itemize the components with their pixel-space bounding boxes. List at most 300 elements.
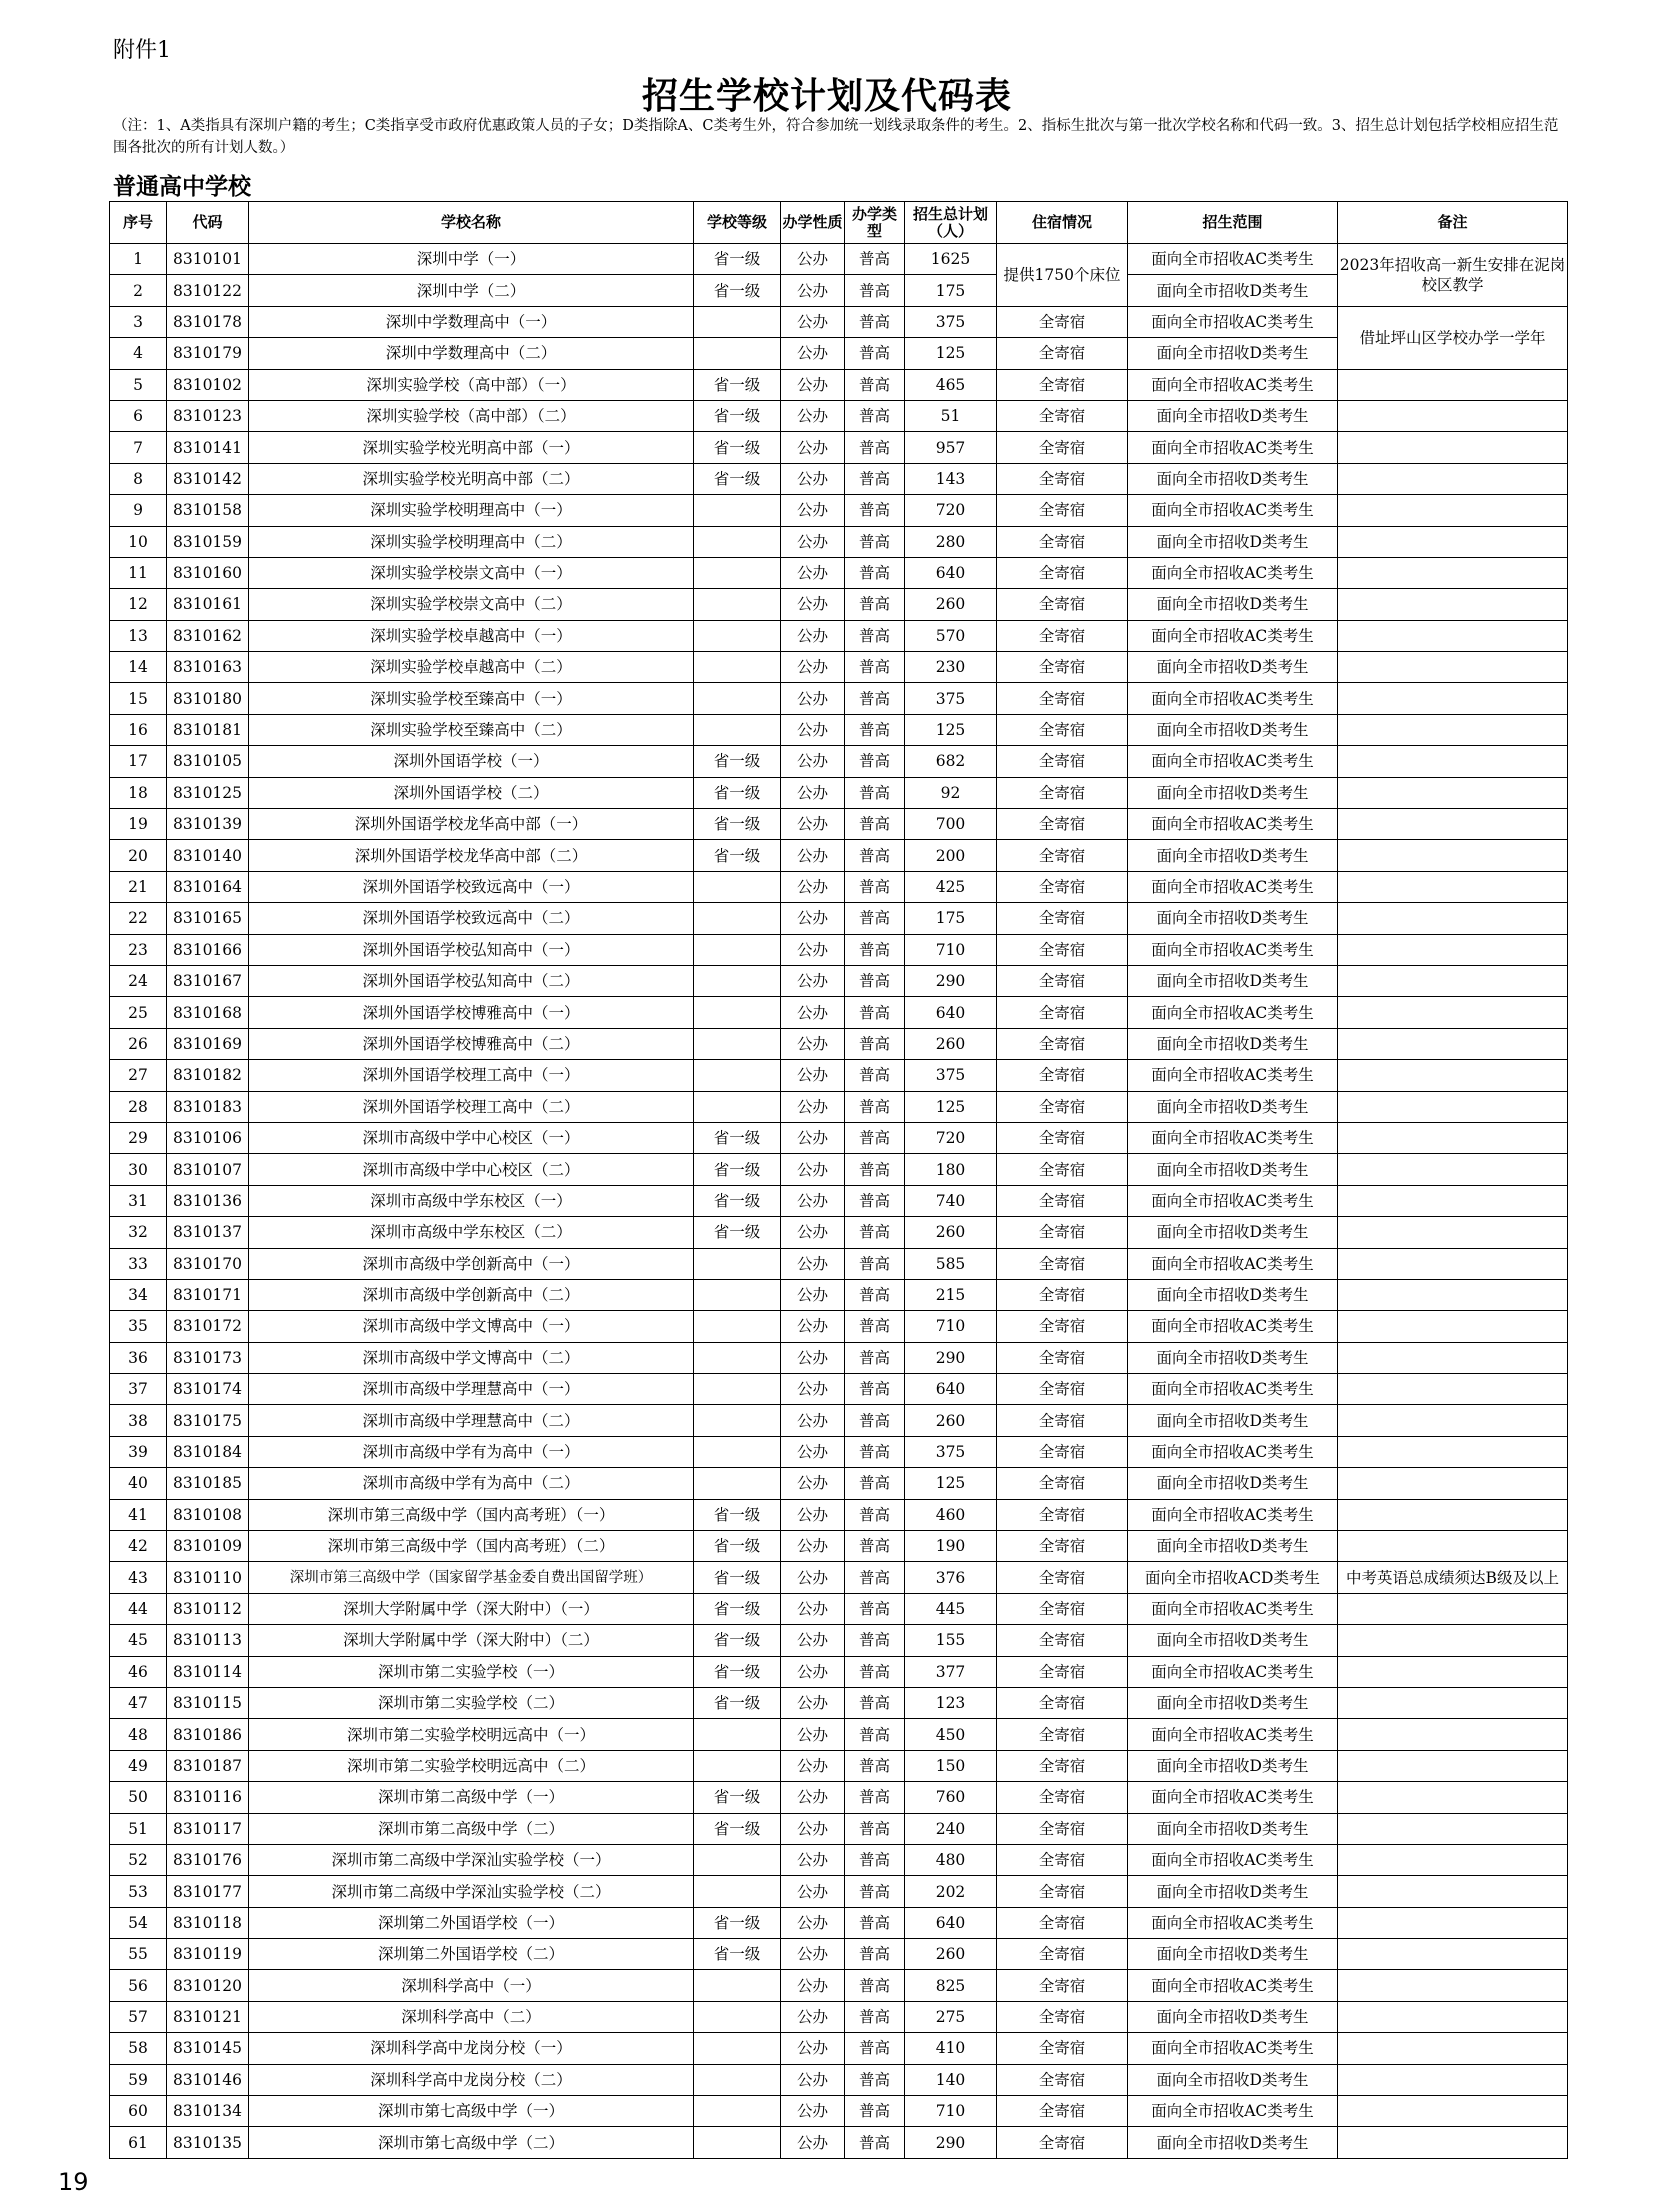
table-row (110, 1687, 1568, 1718)
cell-type: 普高 (845, 244, 905, 275)
cell-code: 8310185 (167, 1468, 249, 1499)
cell-type: 普高 (845, 2033, 905, 2064)
cell-n: 40 (110, 1468, 167, 1499)
cell-scope: 面向全市招收D类考生 (1128, 2001, 1338, 2032)
cell-type: 普高 (845, 1625, 905, 1656)
cell-plan: 410 (905, 2033, 997, 2064)
cell-name: 深圳市第二实验学校（一） (249, 1656, 694, 1687)
cell-boarding: 全寄宿 (997, 495, 1128, 526)
cell-remark (1338, 1907, 1568, 1938)
cell-scope: 面向全市招收AC类考生 (1128, 432, 1338, 463)
cell-code: 8310114 (167, 1656, 249, 1687)
cell-type: 普高 (845, 1970, 905, 2001)
cell-nature: 公办 (781, 1405, 845, 1436)
cell-boarding-merged: 提供1750个床位 (997, 244, 1128, 307)
table-row (110, 1750, 1568, 1781)
cell-n: 18 (110, 777, 167, 808)
cell-name: 深圳实验学校明理高中（二） (249, 526, 694, 557)
cell-nature: 公办 (781, 2033, 845, 2064)
cell-name: 深圳市第七高级中学（二） (249, 2127, 694, 2158)
cell-plan: 640 (905, 557, 997, 588)
cell-remark (1338, 1531, 1568, 1562)
cell-boarding: 全寄宿 (997, 2001, 1128, 2032)
cell-n: 4 (110, 338, 167, 369)
cell-name: 深圳外国语学校（一） (249, 746, 694, 777)
cell-name: 深圳实验学校至臻高中（一） (249, 683, 694, 714)
cell-boarding: 全寄宿 (997, 809, 1128, 840)
cell-n: 56 (110, 1970, 167, 2001)
cell-scope: 面向全市招收D类考生 (1128, 1405, 1338, 1436)
header-plan: 招生总计划（人） (905, 202, 997, 244)
cell-boarding: 全寄宿 (997, 338, 1128, 369)
cell-name: 深圳实验学校光明高中部（一） (249, 432, 694, 463)
cell-plan: 190 (905, 1531, 997, 1562)
cell-n: 23 (110, 934, 167, 965)
cell-name: 深圳实验学校（高中部）（一） (249, 369, 694, 400)
cell-scope: 面向全市招收D类考生 (1128, 1939, 1338, 1970)
cell-nature: 公办 (781, 1656, 845, 1687)
cell-boarding: 全寄宿 (997, 1122, 1128, 1153)
table-row (110, 1342, 1568, 1373)
cell-scope: 面向全市招收AC类考生 (1128, 1970, 1338, 2001)
cell-n: 30 (110, 1154, 167, 1185)
cell-remark-merged: 2023年招收高一新生安排在泥岗校区教学 (1338, 244, 1568, 307)
cell-n: 36 (110, 1342, 167, 1373)
cell-remark (1338, 965, 1568, 996)
cell-boarding: 全寄宿 (997, 1468, 1128, 1499)
cell-type: 普高 (845, 1468, 905, 1499)
cell-nature: 公办 (781, 620, 845, 651)
cell-nature: 公办 (781, 400, 845, 431)
cell-name: 深圳外国语学校弘知高中（一） (249, 934, 694, 965)
cell-n: 1 (110, 244, 167, 275)
cell-name: 深圳市高级中学有为高中（一） (249, 1436, 694, 1467)
cell-scope: 面向全市招收D类考生 (1128, 275, 1338, 306)
table-row (110, 1217, 1568, 1248)
cell-grade: 省一级 (694, 840, 781, 871)
cell-nature: 公办 (781, 432, 845, 463)
cell-grade: 省一级 (694, 400, 781, 431)
cell-scope: 面向全市招收D类考生 (1128, 1028, 1338, 1059)
cell-n: 59 (110, 2064, 167, 2095)
cell-plan: 280 (905, 526, 997, 557)
cell-nature: 公办 (781, 1342, 845, 1373)
cell-n: 39 (110, 1436, 167, 1467)
cell-type: 普高 (845, 2096, 905, 2127)
cell-scope: 面向全市招收D类考生 (1128, 589, 1338, 620)
cell-n: 46 (110, 1656, 167, 1687)
cell-name: 深圳外国语学校博雅高中（一） (249, 997, 694, 1028)
cell-grade (694, 1311, 781, 1342)
cell-boarding: 全寄宿 (997, 1813, 1128, 1844)
cell-nature: 公办 (781, 2064, 845, 2095)
cell-scope: 面向全市招收D类考生 (1128, 840, 1338, 871)
cell-grade (694, 1091, 781, 1122)
cell-nature: 公办 (781, 1060, 845, 1091)
cell-boarding: 全寄宿 (997, 1844, 1128, 1875)
cell-code: 8310179 (167, 338, 249, 369)
cell-n: 9 (110, 495, 167, 526)
table-row (110, 840, 1568, 871)
cell-plan: 585 (905, 1248, 997, 1279)
header-remark: 备注 (1338, 202, 1568, 244)
cell-plan: 825 (905, 1970, 997, 2001)
cell-scope: 面向全市招收AC类考生 (1128, 1719, 1338, 1750)
table-row (110, 2033, 1568, 2064)
table-row (110, 1939, 1568, 1970)
cell-plan: 260 (905, 589, 997, 620)
cell-remark (1338, 2033, 1568, 2064)
cell-remark (1338, 2001, 1568, 2032)
cell-n: 7 (110, 432, 167, 463)
table-row (110, 400, 1568, 431)
cell-boarding: 全寄宿 (997, 432, 1128, 463)
cell-grade (694, 1028, 781, 1059)
table-row (110, 557, 1568, 588)
cell-plan: 140 (905, 2064, 997, 2095)
cell-grade: 省一级 (694, 1907, 781, 1938)
cell-name: 深圳科学高中龙岗分校（一） (249, 2033, 694, 2064)
cell-grade (694, 338, 781, 369)
cell-grade: 省一级 (694, 1782, 781, 1813)
cell-type: 普高 (845, 1562, 905, 1593)
cell-code: 8310136 (167, 1185, 249, 1216)
cell-plan: 760 (905, 1782, 997, 1813)
cell-remark (1338, 400, 1568, 431)
cell-n: 19 (110, 809, 167, 840)
cell-boarding: 全寄宿 (997, 1907, 1128, 1938)
cell-boarding: 全寄宿 (997, 1687, 1128, 1718)
cell-n: 60 (110, 2096, 167, 2127)
cell-nature: 公办 (781, 871, 845, 902)
cell-plan: 290 (905, 965, 997, 996)
cell-code: 8310146 (167, 2064, 249, 2095)
cell-plan: 640 (905, 1374, 997, 1405)
cell-scope: 面向全市招收AC类考生 (1128, 1374, 1338, 1405)
cell-scope: 面向全市招收AC类考生 (1128, 369, 1338, 400)
cell-nature: 公办 (781, 997, 845, 1028)
cell-code: 8310108 (167, 1499, 249, 1530)
cell-scope: 面向全市招收AC类考生 (1128, 1311, 1338, 1342)
cell-grade (694, 1342, 781, 1373)
cell-remark (1338, 1279, 1568, 1310)
cell-scope: 面向全市招收AC类考生 (1128, 1907, 1338, 1938)
cell-name: 深圳第二外国语学校（二） (249, 1939, 694, 1970)
cell-name: 深圳市高级中学中心校区（二） (249, 1154, 694, 1185)
cell-type: 普高 (845, 1531, 905, 1562)
cell-name: 深圳中学（一） (249, 244, 694, 275)
table-row (110, 1060, 1568, 1091)
cell-scope: 面向全市招收AC类考生 (1128, 2096, 1338, 2127)
cell-code: 8310118 (167, 1907, 249, 1938)
cell-scope: 面向全市招收AC类考生 (1128, 306, 1338, 337)
table-row (110, 2001, 1568, 2032)
cell-n: 27 (110, 1060, 167, 1091)
cell-type: 普高 (845, 965, 905, 996)
cell-code: 8310178 (167, 306, 249, 337)
header-scope: 招生范围 (1128, 202, 1338, 244)
cell-code: 8310186 (167, 1719, 249, 1750)
cell-name: 深圳实验学校（高中部）（二） (249, 400, 694, 431)
cell-plan: 710 (905, 2096, 997, 2127)
cell-type: 普高 (845, 903, 905, 934)
header-type: 办学类型 (845, 202, 905, 244)
cell-type: 普高 (845, 1217, 905, 1248)
cell-n: 25 (110, 997, 167, 1028)
cell-code: 8310160 (167, 557, 249, 588)
cell-plan: 710 (905, 934, 997, 965)
cell-n: 35 (110, 1311, 167, 1342)
cell-code: 8310176 (167, 1844, 249, 1875)
cell-n: 16 (110, 714, 167, 745)
cell-plan: 375 (905, 1060, 997, 1091)
table-row (110, 1782, 1568, 1813)
cell-code: 8310171 (167, 1279, 249, 1310)
cell-scope: 面向全市招收AC类考生 (1128, 746, 1338, 777)
cell-scope: 面向全市招收D类考生 (1128, 2064, 1338, 2095)
cell-boarding: 全寄宿 (997, 1248, 1128, 1279)
cell-grade (694, 1970, 781, 2001)
cell-remark (1338, 1311, 1568, 1342)
cell-grade: 省一级 (694, 1185, 781, 1216)
cell-name: 深圳科学高中（一） (249, 1970, 694, 2001)
cell-nature: 公办 (781, 777, 845, 808)
cell-grade (694, 1374, 781, 1405)
cell-n: 37 (110, 1374, 167, 1405)
cell-type: 普高 (845, 714, 905, 745)
cell-scope: 面向全市招收D类考生 (1128, 1342, 1338, 1373)
cell-type: 普高 (845, 652, 905, 683)
cell-boarding: 全寄宿 (997, 903, 1128, 934)
cell-grade (694, 652, 781, 683)
cell-boarding: 全寄宿 (997, 1719, 1128, 1750)
cell-grade: 省一级 (694, 746, 781, 777)
table-row (110, 306, 1568, 337)
cell-scope: 面向全市招收AC类考生 (1128, 1844, 1338, 1875)
cell-scope: 面向全市招收AC类考生 (1128, 934, 1338, 965)
cell-name: 深圳市高级中学创新高中（二） (249, 1279, 694, 1310)
table-row (110, 965, 1568, 996)
cell-nature: 公办 (781, 652, 845, 683)
table-row (110, 620, 1568, 651)
cell-name: 深圳外国语学校致远高中（二） (249, 903, 694, 934)
cell-nature: 公办 (781, 369, 845, 400)
table-row (110, 934, 1568, 965)
cell-plan: 465 (905, 369, 997, 400)
cell-remark (1338, 777, 1568, 808)
cell-remark (1338, 903, 1568, 934)
cell-name: 深圳外国语学校致远高中（一） (249, 871, 694, 902)
cell-boarding: 全寄宿 (997, 1782, 1128, 1813)
school-plan-table (109, 201, 1568, 2159)
cell-remark (1338, 432, 1568, 463)
cell-plan: 51 (905, 400, 997, 431)
cell-type: 普高 (845, 463, 905, 494)
cell-scope: 面向全市招收D类考生 (1128, 714, 1338, 745)
cell-code: 8310175 (167, 1405, 249, 1436)
table-row (110, 1248, 1568, 1279)
cell-scope: 面向全市招收AC类考生 (1128, 1656, 1338, 1687)
cell-scope: 面向全市招收AC类考生 (1128, 1060, 1338, 1091)
cell-scope: 面向全市招收D类考生 (1128, 652, 1338, 683)
cell-n: 15 (110, 683, 167, 714)
cell-remark (1338, 2064, 1568, 2095)
cell-name: 深圳中学数理高中（二） (249, 338, 694, 369)
table-row (110, 1374, 1568, 1405)
cell-boarding: 全寄宿 (997, 620, 1128, 651)
header-grade: 学校等级 (694, 202, 781, 244)
cell-code: 8310164 (167, 871, 249, 902)
cell-scope: 面向全市招收D类考生 (1128, 1091, 1338, 1122)
cell-scope: 面向全市招收D类考生 (1128, 1154, 1338, 1185)
cell-name: 深圳外国语学校（二） (249, 777, 694, 808)
cell-grade (694, 2064, 781, 2095)
cell-remark (1338, 746, 1568, 777)
cell-grade: 省一级 (694, 1813, 781, 1844)
cell-plan: 143 (905, 463, 997, 494)
table-header-row (110, 202, 1568, 244)
cell-nature: 公办 (781, 1625, 845, 1656)
cell-n: 38 (110, 1405, 167, 1436)
cell-n: 52 (110, 1844, 167, 1875)
cell-type: 普高 (845, 1687, 905, 1718)
cell-grade (694, 1750, 781, 1781)
cell-grade: 省一级 (694, 1656, 781, 1687)
cell-remark (1338, 840, 1568, 871)
cell-nature: 公办 (781, 965, 845, 996)
cell-boarding: 全寄宿 (997, 369, 1128, 400)
table-row (110, 1499, 1568, 1530)
cell-boarding: 全寄宿 (997, 1436, 1128, 1467)
cell-type: 普高 (845, 1311, 905, 1342)
cell-name: 深圳实验学校卓越高中（一） (249, 620, 694, 651)
attachment-label: 附件1 (113, 38, 171, 63)
cell-n: 50 (110, 1782, 167, 1813)
table-row (110, 746, 1568, 777)
cell-code: 8310159 (167, 526, 249, 557)
cell-type: 普高 (845, 1279, 905, 1310)
table-row (110, 1719, 1568, 1750)
cell-boarding: 全寄宿 (997, 1185, 1128, 1216)
table-row (110, 432, 1568, 463)
cell-nature: 公办 (781, 1844, 845, 1875)
cell-name: 深圳科学高中龙岗分校（二） (249, 2064, 694, 2095)
page-title: 招生学校计划及代码表 (641, 76, 1012, 117)
cell-remark (1338, 683, 1568, 714)
cell-grade (694, 306, 781, 337)
cell-plan: 720 (905, 1122, 997, 1153)
cell-grade: 省一级 (694, 1562, 781, 1593)
cell-n: 61 (110, 2127, 167, 2158)
cell-type: 普高 (845, 589, 905, 620)
cell-remark (1338, 934, 1568, 965)
table-row (110, 871, 1568, 902)
cell-nature: 公办 (781, 1436, 845, 1467)
cell-plan: 710 (905, 1311, 997, 1342)
cell-boarding: 全寄宿 (997, 714, 1128, 745)
cell-name: 深圳实验学校卓越高中（二） (249, 652, 694, 683)
cell-grade (694, 495, 781, 526)
cell-type: 普高 (845, 400, 905, 431)
cell-grade: 省一级 (694, 244, 781, 275)
cell-grade (694, 997, 781, 1028)
cell-name: 深圳市高级中学文博高中（一） (249, 1311, 694, 1342)
cell-plan: 375 (905, 683, 997, 714)
header-school-name: 学校名称 (249, 202, 694, 244)
cell-boarding: 全寄宿 (997, 1593, 1128, 1624)
cell-nature: 公办 (781, 1970, 845, 2001)
cell-plan: 260 (905, 1217, 997, 1248)
cell-type: 普高 (845, 746, 905, 777)
cell-nature: 公办 (781, 1248, 845, 1279)
cell-boarding: 全寄宿 (997, 2064, 1128, 2095)
cell-boarding: 全寄宿 (997, 746, 1128, 777)
cell-nature: 公办 (781, 306, 845, 337)
cell-type: 普高 (845, 275, 905, 306)
cell-scope: 面向全市招收AC类考生 (1128, 683, 1338, 714)
cell-grade: 省一级 (694, 1499, 781, 1530)
cell-remark (1338, 1154, 1568, 1185)
cell-name: 深圳中学（二） (249, 275, 694, 306)
cell-remark (1338, 1876, 1568, 1907)
cell-code: 8310166 (167, 934, 249, 965)
cell-plan: 640 (905, 997, 997, 1028)
cell-scope: 面向全市招收D类考生 (1128, 777, 1338, 808)
cell-code: 8310169 (167, 1028, 249, 1059)
table-row (110, 1311, 1568, 1342)
cell-nature: 公办 (781, 1217, 845, 1248)
table-row (110, 369, 1568, 400)
cell-n: 32 (110, 1217, 167, 1248)
cell-grade: 省一级 (694, 369, 781, 400)
cell-grade (694, 1248, 781, 1279)
cell-boarding: 全寄宿 (997, 1342, 1128, 1373)
cell-boarding: 全寄宿 (997, 997, 1128, 1028)
cell-remark (1338, 1060, 1568, 1091)
cell-type: 普高 (845, 1593, 905, 1624)
cell-nature: 公办 (781, 1122, 845, 1153)
cell-n: 28 (110, 1091, 167, 1122)
cell-type: 普高 (845, 1782, 905, 1813)
cell-scope: 面向全市招收D类考生 (1128, 463, 1338, 494)
cell-remark (1338, 1028, 1568, 1059)
cell-plan: 125 (905, 1091, 997, 1122)
cell-remark: 中考英语总成绩须达B级及以上 (1338, 1562, 1568, 1593)
cell-n: 42 (110, 1531, 167, 1562)
cell-nature: 公办 (781, 1939, 845, 1970)
cell-code: 8310180 (167, 683, 249, 714)
cell-nature: 公办 (781, 1499, 845, 1530)
cell-type: 普高 (845, 1342, 905, 1373)
cell-name: 深圳市高级中学中心校区（一） (249, 1122, 694, 1153)
cell-plan: 175 (905, 275, 997, 306)
cell-scope: 面向全市招收D类考生 (1128, 338, 1338, 369)
cell-code: 8310106 (167, 1122, 249, 1153)
cell-plan: 450 (905, 1719, 997, 1750)
cell-name: 深圳实验学校崇文高中（二） (249, 589, 694, 620)
cell-boarding: 全寄宿 (997, 1154, 1128, 1185)
cell-code: 8310109 (167, 1531, 249, 1562)
cell-nature: 公办 (781, 275, 845, 306)
cell-grade (694, 2127, 781, 2158)
cell-grade: 省一级 (694, 1625, 781, 1656)
cell-n: 12 (110, 589, 167, 620)
table-row (110, 495, 1568, 526)
cell-type: 普高 (845, 809, 905, 840)
cell-code: 8310125 (167, 777, 249, 808)
cell-n: 10 (110, 526, 167, 557)
cell-boarding: 全寄宿 (997, 652, 1128, 683)
